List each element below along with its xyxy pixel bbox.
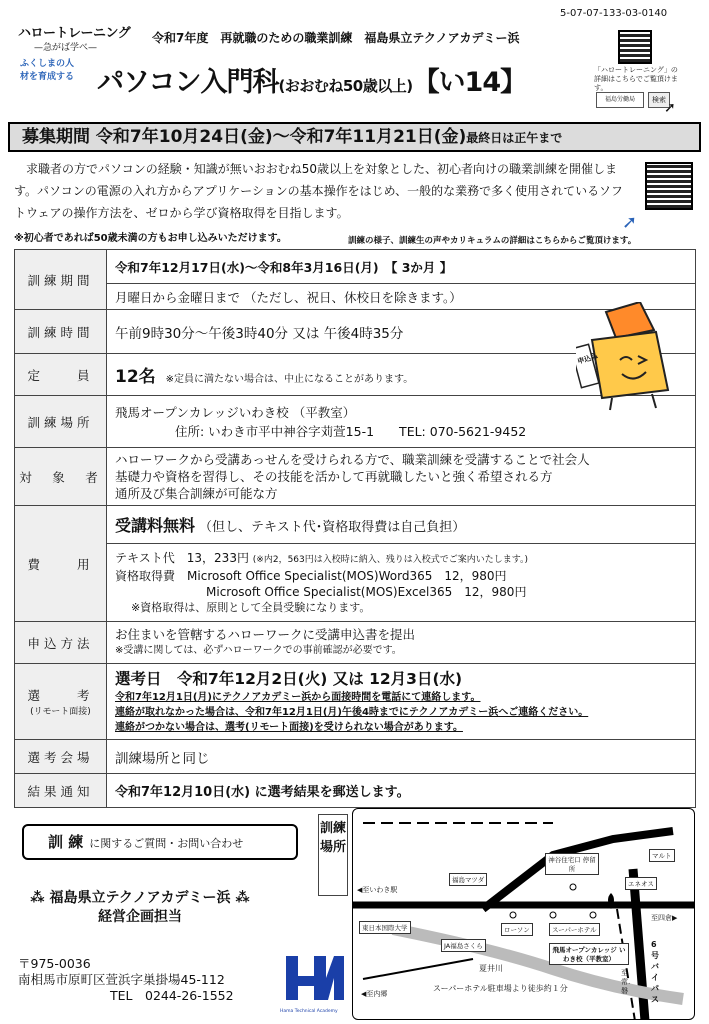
sparkle-icon: ⁂ — [230, 890, 250, 906]
inquiry-text: に関するご質問・お問い合わせ — [89, 837, 244, 850]
mascot-badge: 申込み — [576, 352, 599, 366]
fee-text-note: (※内2，563円は入校時に納入、残りは入校式でご案内いたします。) — [252, 554, 529, 565]
course-code: 【い14】 — [412, 67, 527, 98]
mascot-illustration — [576, 302, 676, 412]
recruitment-period — [8, 122, 701, 152]
map-kamikaya-stop: 神谷住宅口 停留所 — [545, 853, 599, 875]
map-walk-note: スーパーホテル駐車場より徒歩約１分 — [433, 984, 568, 993]
target-value-2: 通所及び集合訓練が可能な方 — [115, 486, 278, 501]
header-title-line: 令和7年度 再就職のための職業訓練 福島県立テクノアカデミー浜 — [152, 31, 520, 45]
map-route6: 6号バイパス — [651, 940, 659, 1004]
hello-training-slogan: —急がば学べ— — [34, 43, 98, 53]
period-label: 募集期間 — [22, 127, 90, 147]
apply-method-value: お住まいを管轄するハローワークに受講申込書を提出 — [115, 626, 416, 642]
access-map — [352, 808, 695, 1020]
map-to-iwaki-station: ◀至いわき駅 — [357, 886, 398, 894]
hello-training-note: 「ハロートレーニング」の詳細はこちらでご覧頂けます。 — [594, 66, 678, 92]
fee-text-label: テキスト代 — [115, 550, 175, 565]
organization-name — [20, 889, 260, 927]
fee-label: 費 用 — [15, 506, 107, 622]
inquiry-box — [22, 824, 298, 860]
apply-method-note: ※受講に関しては、必ずハローワークでの事前確認が必要です。 — [115, 644, 402, 656]
qr-code-icon[interactable] — [618, 30, 652, 64]
training-time-value: 午前9時30分～午後3時40分 又は 午後4時35分 — [107, 310, 696, 354]
selection-venue-label: 選考会場 — [15, 740, 107, 774]
postal-code: 〒975-0036 — [18, 956, 91, 971]
map-college: 飛馬オープンカレッジ いわき校（平教室） — [549, 943, 629, 965]
training-period-label: 訓練期間 — [15, 250, 107, 310]
selection-date: 選考日 令和7年12月2日(火) 又は 12月3日(水) — [115, 670, 463, 688]
search-button[interactable]: 検索 — [648, 92, 670, 108]
inquiry-bold: 訓 練 — [48, 833, 84, 851]
selection-note-3: 連絡がつかない場合は、選考(リモート面接)を受けられない場合があります。 — [115, 722, 463, 733]
training-place-address: 住所: いわき市平中神谷字苅萱15-1 TEL: 070-5621-9452 — [175, 423, 527, 439]
selection-cell — [107, 664, 696, 740]
target-label: 対 象 者 — [15, 448, 107, 506]
course-age-note: (おおむね50歳以上) — [278, 77, 413, 95]
details-note: 訓練の様子、訓練生の声やカリキュラムの詳細はこちらからご覧頂けます。 — [348, 236, 637, 246]
result-notice-label: 結果通知 — [15, 774, 107, 808]
street-address: 南相馬市原町区萱浜字巣掛場45-112 — [18, 972, 225, 987]
map-to-uchigo: ◀至内郷 — [361, 990, 388, 998]
arrow-icon: ➚ — [622, 212, 638, 233]
training-place-name: 飛馬オープンカレッジいわき校 （平教室） — [115, 404, 356, 420]
fee-cert-label: 資格取得費 — [115, 568, 176, 583]
selection-label: 選 考 — [27, 688, 94, 703]
fee-free-note: （但し、テキスト代･資格取得費は自己負担） — [199, 520, 466, 535]
fukushima-logo: ふくしまの人材を育成する — [20, 59, 75, 82]
map-lawson: ローソン — [501, 923, 533, 936]
map-maruto: マルト — [649, 849, 675, 862]
selection-note-1: 令和7年12月1日(月)にテクノアカデミー浜から面接時間を電話にて連絡します。 — [115, 692, 481, 703]
period-dates: 令和7年10月24日(金)～令和7年11月21日(金) — [95, 127, 467, 147]
apply-method-cell — [107, 622, 696, 664]
map-to-joban: 至常磐 — [621, 969, 628, 995]
capacity-note: ※定員に満たない場合は、中止になることがあります。 — [165, 374, 414, 385]
result-notice-value: 令和7年12月10日(水) に選考結果を郵送します。 — [107, 774, 696, 808]
training-days-value: 月曜日から金曜日まで （ただし、祝日、休校日を除きます。） — [107, 284, 696, 310]
org-name: 福島県立テクノアカデミー浜 — [49, 890, 231, 906]
cursor-icon: ➚ — [664, 100, 676, 116]
map-natsuigawa: 夏井川 — [479, 964, 503, 973]
capacity-label: 定 員 — [15, 354, 107, 396]
fee-detail-cell — [107, 544, 696, 622]
fee-cert-word: Microsoft Office Specialist(MOS)Word365 12，980円 — [187, 568, 507, 583]
selection-sub-label: (リモート面接) — [30, 707, 91, 717]
course-name: パソコン入門科 — [97, 67, 279, 98]
beginner-note: ※初心者であれば50歳未満の方もお申し込みいただけます。 — [14, 233, 287, 244]
map-higashinihon-univ: 東日本国際大学 — [359, 921, 411, 934]
target-value: ハローワークから受講あっせんを受けられる方で、職業訓練を受講することで社会人基礎力や資格を習得し、その技能を活かして再就職したいと強く希望される方 — [115, 452, 590, 484]
selection-note-2: 連絡が取れなかった場合は、令和7年12月1日(月)午後4時までにテクノアカデミー浜へご連絡ください。 — [115, 707, 589, 718]
map-fukushima-mazda: 福島マツダ — [449, 873, 487, 886]
fee-cert-excel: Microsoft Office Specialist(MOS)Excel365 12，980円 — [206, 584, 527, 599]
telephone: TEL 0244-26-1552 — [110, 988, 234, 1003]
fee-free: 受講料無料 — [115, 516, 196, 535]
training-time-label: 訓練時間 — [15, 310, 107, 354]
map-super-hotel: スーパーホテル — [549, 923, 600, 936]
selection-label-cell — [15, 664, 107, 740]
map-to-yotsukura: 至四倉▶ — [651, 914, 678, 922]
course-title — [97, 60, 526, 99]
fee-cert-note: ※資格取得は、原則として全員受験になります。 — [131, 600, 371, 614]
qr-code-details-icon[interactable] — [645, 162, 693, 210]
period-tail: 最終日は正午まで — [466, 131, 563, 145]
contact-address — [18, 956, 234, 1004]
sparkle-icon: ⁂ — [30, 890, 50, 906]
hello-training-logo: ハロートレーニング — [18, 26, 131, 41]
training-place-label: 訓練場所 — [15, 396, 107, 448]
hta-caption: Hama Technical Academy — [280, 1009, 338, 1014]
document-code: 5-07-07-133-03-0140 — [560, 8, 668, 19]
org-department: 経営企画担当 — [98, 909, 182, 925]
training-period-value: 令和7年12月17日(水)～令和8年3月16日(月) 【 3か月 】 — [107, 250, 696, 284]
target-cell — [107, 448, 696, 506]
selection-venue-value: 訓練場所と同じ — [107, 740, 696, 774]
hta-logo-icon — [278, 948, 348, 1016]
fee-free-cell — [107, 506, 696, 544]
training-place-vertical: 訓練場所 — [318, 814, 348, 896]
apply-method-label: 申込方法 — [15, 622, 107, 664]
intro-text: 求職者の方でパソコンの経験・知識が無いおおむね50歳以上を対象とした、初心者向けの職業訓練を開催します。パソコンの電源の入れ方からアプリケーションの基本操作をはじめ、一般的な業務で多く使用されているソフトウェアの操作方法を、ゼロから学び資格取得を目指します。 — [14, 162, 623, 220]
search-input[interactable]: 福島労働局 — [596, 92, 644, 108]
capacity-value: 12名 — [115, 367, 156, 387]
fee-text-value: 13，233円 — [186, 550, 249, 565]
map-ja-fukushima-sakura: JA福島さくら — [441, 939, 486, 952]
map-eneos: エネオス — [625, 877, 657, 890]
